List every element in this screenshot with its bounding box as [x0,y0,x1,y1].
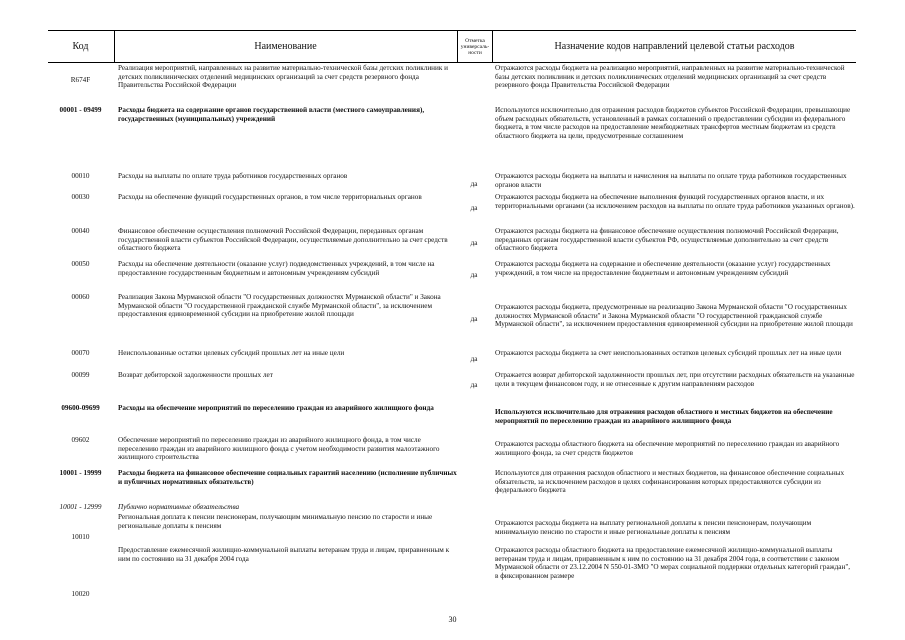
row-description: Отражаются расходы областного бюджета на предоставление ежемесячной жилищно-коммунальной выплаты ветеранам труда и лицам, приравненным к ним по состоянию на 31 декабря 2004 года, в соответствии с законом Мурманской области от 23.12.2004 N 550-01-ЗМО "О мерах социальной поддержки отдельных категорий граждан", в фиксированном размере [495,546,851,580]
table-row [48,503,856,513]
table-row [48,106,856,162]
row-name: Расходы на выплаты по оплате труда работников государственных органов [118,172,348,180]
row-code: 00010 [71,172,90,180]
header-name: Наименование [254,41,317,52]
row-name: Обеспечение мероприятий по переселению граждан из аварийного жилищного фонда, в том числе переселению граждан из аварийного жилищного фонда с учетом необходимости развития малоэтажного жилищного строительства [118,436,440,462]
row-description: Используются исключительно для отражения расходов бюджетов субъектов Российской Федерации, превышающие объем расходных обязательств, установленный в рамках соглашений о предоставлении субсидии из федерального бюджета, в том числе расходов на предоставление межбюджетных трансфертов местным бюджетам из средств областного бюджета на цели, предусмотренные соглашением [495,106,851,140]
table-row [48,546,856,596]
row-description: Используются исключительно для отражения расходов областного и местных бюджетов на обеспечение мероприятий по переселению граждан из аварийного жилищного фонда [495,408,833,425]
table-row [48,172,856,192]
row-code: 00030 [71,193,90,201]
row-flag: да [470,180,478,188]
row-name: Финансовое обеспечение осуществления полномочий Российской Федерации, переданных органам государственной власти субъектов Российской Федерации, осуществляемые дополнительно за счет средств областного бюджета [118,227,448,253]
table-row [48,436,856,466]
row-name: Предоставление ежемесячной жилищно-коммунальной выплаты ветеранам труда и лицам, приравненным к ним по состоянию на 31 декабря 2004 года [118,546,450,563]
header-code: Код [72,41,89,52]
row-code: 00001 - 09499 [59,106,102,114]
row-description: Отражаются расходы бюджета на выплаты и начисления на выплаты по оплате труда работников государственных органов власти [495,172,847,189]
table-row [48,404,856,426]
row-code: 09602 [71,436,90,444]
row-description: Отражаются расходы бюджета на выплату региональной доплаты к пенсии пенсионерам, получающим минимальную пенсию по старости и иные региональные доплаты к пенсиям [495,519,812,536]
table-row [48,64,856,90]
row-code: R674F [70,76,91,84]
row-description: Отражается возврат дебиторской задолженности прошлых лет, при отсутствии расходных обязательств на указанные цели в текущем финансовом году, и не отнесенные к другим направлениям расходов [495,371,855,388]
row-name: Публично нормативные обязательства [118,503,240,511]
row-code: 09600-09699 [61,404,100,412]
table-row [48,371,856,397]
table-row [48,193,856,225]
row-name: Расходы бюджета на содержание органов государственной власти (местного самоуправления), государственных (муниципальных) учреждений [118,106,425,123]
row-name: Неиспользованные остатки целевых субсидий прошлых лет на иные цели [118,349,345,357]
table-header [48,30,856,63]
row-name: Расходы на обеспечение деятельности (оказание услуг) подведомственных учреждений, в том числе на предоставление государственным бюджетным и автономным учреждениям субсидий [118,260,435,277]
row-code: 00060 [71,293,90,301]
row-code: 10010 [71,533,90,541]
table-row [48,469,856,499]
row-flag: да [470,381,478,389]
row-name: Реализация мероприятий, направленных на развитие материально-технической базы детских поликлиник и детских поликлинических отделений медицинских организаций за счет средств резервного фонда Правительства Российской Федерации [118,64,448,90]
row-code: 10020 [71,590,90,598]
row-name: Возврат дебиторской задолженности прошлых лет [118,371,273,379]
row-code: 10001 - 12999 [59,503,102,511]
table-row [48,513,856,543]
row-description: Отражаются расходы бюджета на реализацию мероприятий, направленных на развитие материально-технической базы детских поликлиник и детских поликлинических отделений медицинских организаций за счет средств резервного фонда Правительства Российской Федерации [495,64,845,90]
row-description: Отражаются расходы бюджета на содержание и обеспечение деятельности (оказание услуг) государственных учреждений, в том числе на предоставление бюджетным и автономным учреждениям субсидий [495,260,831,277]
row-code: 00040 [71,227,90,235]
row-description: Используются для отражения расходов областного и местных бюджетов, на финансовое обеспечение социальных обязательств, за исключением расходов в целях софинансирования которых предоставляются субсидии из федерального бюджета [495,469,845,495]
row-description: Отражаются расходы бюджета за счет неиспользованных остатков целевых субсидий прошлых лет на иные цели [495,349,842,357]
row-name: Реализация Закона Мурманской области "О государственных должностях Мурманской области" и Закона Мурманской области "О государственной гражданской службе Мурманской области", за исключением предоставления единовременной субсидии на приобретение жилой площади [118,293,441,319]
table-row [48,260,856,290]
row-name: Региональная доплата к пенсии пенсионерам, получающим минимальную пенсию по старости и иные региональные доплаты к пенсиям [118,513,433,530]
row-name: Расходы бюджета на финансовое обеспечение социальных гарантий населению (исполнение публичных и публичных нормативных обязательств) [118,469,457,486]
row-code: 00050 [71,260,90,268]
row-description: Отражаются расходы областного бюджета на обеспечение мероприятий по переселению граждан из аварийного жилищного фонда, за счет средств бюджетов [495,440,840,457]
row-name: Расходы на обеспечение функций государственных органов, в том числе территориальных органов [118,193,422,201]
row-code: 10001 - 19999 [59,469,102,477]
header-flag: Отметка универсаль- ности [460,37,490,56]
header-purpose: Назначение кодов направлений целевой статьи расходов [554,41,795,52]
row-description: Отражаются расходы бюджета на обеспечение выполнения функций государственных органов власти, и их территориальными органами (за исключением расходов на выплаты по оплате труда работников указанных органов). [495,193,855,210]
row-flag: да [470,239,478,247]
row-flag: да [470,204,478,212]
row-description: Отражаются расходы бюджета на финансовое обеспечение осуществления полномочий Российской Федерации, переданных органам государственной власти субъектов РФ, осуществляемые дополнительно за счет средств областного бюджета [495,227,839,253]
row-description: Отражаются расходы бюджета, предусмотренные на реализацию Закона Мурманской области "О государственных должностях Мурманской области" и Закона Мурманской области "О государственной гражданской службе Мурманской области", за исключением предоставления единовременной субсидии на приобретение жилой площади [495,303,853,329]
page-number: 30 [448,615,457,624]
row-flag: да [470,315,478,323]
row-code: 00099 [71,371,90,379]
table-row [48,349,856,369]
row-name: Расходы на обеспечение мероприятий по переселению граждан из аварийного жилищного фонда [118,404,434,412]
table-row [48,293,856,341]
row-flag: да [470,355,478,363]
table-row [48,227,856,257]
row-code: 00070 [71,349,90,357]
row-flag: да [470,271,478,279]
